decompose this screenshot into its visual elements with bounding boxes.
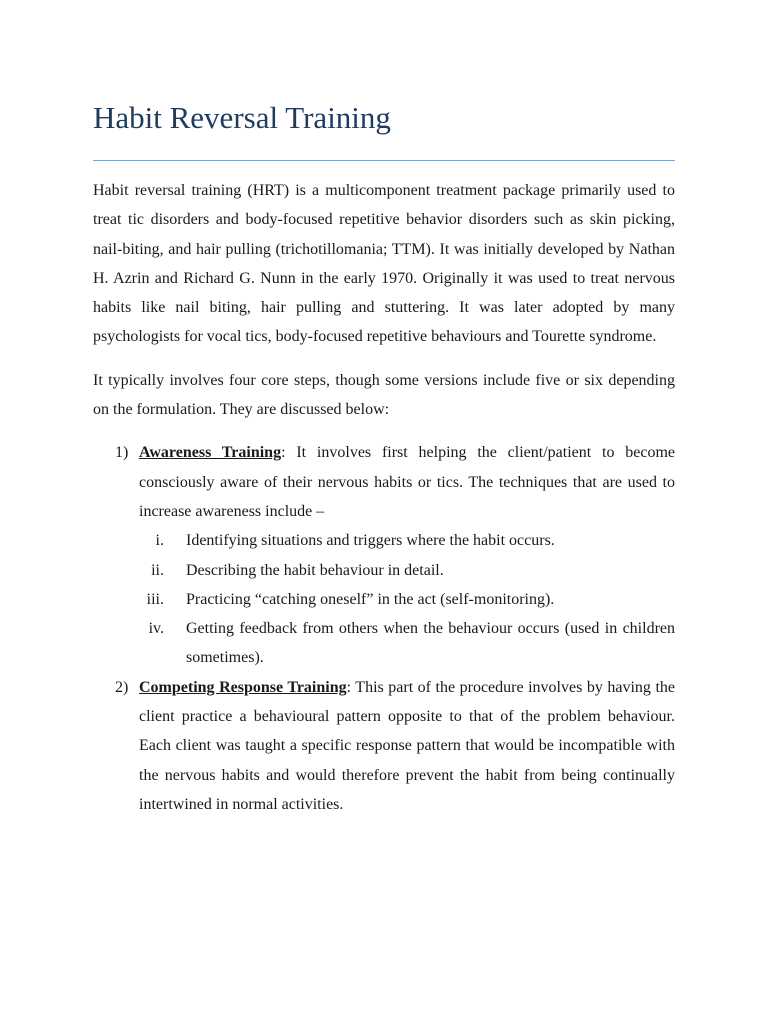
sub-item-number: iii. [146,590,164,608]
sub-item [139,614,675,673]
sub-item [139,585,675,614]
step-awareness-training [93,438,675,672]
sub-item-number: ii. [151,561,164,579]
sub-item-number: iv. [148,620,164,638]
step-text: : It involves first helping the client/patient to become consciously aware of their nervous habits or tics. The techniques that are used to increase awareness include – [139,444,676,520]
step-text: : This part of the procedure involves by having the client practice a behavioural pattern opposite to that of the problem behaviour. Each client was taught a specific response pattern that would be incompatible with the nervous habits and would therefore prevent the habit from being continually intertwined in normal activities. [139,678,676,813]
step-term: Competing Response Training [139,678,347,696]
sub-item-text: Describing the habit behaviour in detail. [186,561,444,579]
sub-item-text: Identifying situations and triggers where the habit occurs. [186,532,555,550]
sub-item [139,526,675,555]
step-number: 1) [115,444,129,462]
step-number: 2) [115,678,129,696]
title-divider [93,160,675,161]
steps-intro-paragraph: It typically involves four core steps, though some versions include five or six depending on the formulation. They are discussed below: [93,371,675,419]
document-body [93,176,675,819]
step-competing-response-training [93,673,675,819]
awareness-techniques-list [139,526,675,672]
step-term: Awareness Training [139,444,282,462]
sub-item-text: Getting feedback from others when the behaviour occurs (used in children sometimes). [186,620,675,667]
sub-item-text: Practicing “catching oneself” in the act (self-monitoring). [186,590,555,608]
sub-item-number: i. [155,532,164,550]
document-title: Habit Reversal Training [93,100,391,135]
steps-list [93,438,675,819]
sub-item [139,556,675,585]
intro-paragraph: Habit reversal training (HRT) is a multicomponent treatment package primarily used to treat tic disorders and body-focused repetitive behavior disorders such as skin picking, nail-biting, and hair pulling (trichotillomania; TTM). It was initially developed by Nathan H. Azrin and Richard G. Nunn in the early 1970. Originally it was used to treat nervous habits like nail biting, hair pulling and stuttering. It was later adopted by many psychologists for vocal tics, body-focused repetitive behaviours and Tourette syndrome. [93,182,675,346]
